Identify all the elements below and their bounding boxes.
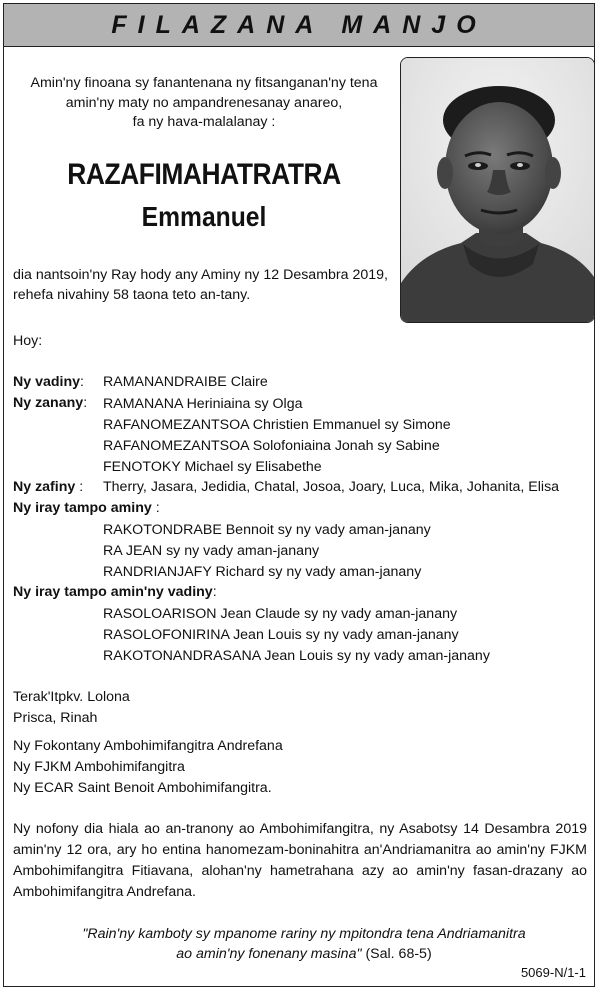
- list-item: RANDRIANJAFY Richard sy ny vady aman-janany: [103, 564, 422, 580]
- intro-line: Amin'ny finoana sy fanantenana ny fitsanganan'ny tena: [30, 75, 378, 91]
- notice-header: [4, 4, 594, 47]
- zanany-label: Ny zanany: [13, 395, 84, 411]
- family-vady: RAMANANDRAIBE Claire: [103, 374, 268, 390]
- org-line: Ny FJKM Ambohimifangitra: [13, 759, 185, 775]
- org-line: Ny Fokontany Ambohimifangitra Andrefana: [13, 738, 283, 754]
- deceased-given-name: Emmanuel: [141, 201, 267, 232]
- quote-line-1: "Rain'ny kamboty sy mpanome rariny ny mpitondra tena Andriamanitra: [82, 926, 526, 942]
- funeral-paragraph: Ny nofony dia hiala ao an-tranony ao Ambohimifangitra, ny Asabotsy 14 Desambra 2019 amin'ny 12 ora, ary ho entina hanomezam-boninahitra an'Andriamanitra ao amin'ny FJKM Ambohimifangitra Fitiavana, alohan'ny hametrahana azy ao amin'ny fasan-drazany ao Ambohimifangitra Andrefana.: [13, 821, 587, 900]
- family-zanany-label: [13, 394, 87, 414]
- terak-line: Terak'Itpkv. Lolona: [13, 689, 130, 705]
- list-item: RAKOTONDRABE Bennoit sy ny vady aman-janany: [103, 522, 431, 538]
- terak-line: Prisca, Rinah: [13, 710, 98, 726]
- iray-tampo-aminy-separator: :: [151, 500, 160, 516]
- quote-line-2-wrap: [44, 944, 564, 964]
- orgs-block: [13, 736, 283, 799]
- family-zanany-list: [103, 394, 451, 478]
- portrait-image: [401, 58, 595, 323]
- list-item: RA JEAN sy ny vady aman-janany: [103, 543, 320, 559]
- bible-quote: [44, 924, 564, 964]
- iray-tampo-aminy-label: Ny iray tampo aminy: [13, 500, 152, 516]
- deceased-surname: RAZAFIMAHATRATRA: [67, 158, 341, 191]
- list-item: RAFANOMEZANTSOA Solofoniaina Jonah sy Sabine: [103, 438, 440, 454]
- list-item: RAKOTONANDRASANA Jean Louis sy ny vady aman-janany: [103, 648, 490, 664]
- hoy-label: Hoy:: [13, 333, 43, 349]
- family-iray-tampo-aminy-label: [13, 499, 160, 519]
- family-zafiny-label: [13, 478, 83, 498]
- list-item: RASOLOARISON Jean Claude sy ny vady aman-janany: [103, 606, 458, 622]
- vady-separator: :: [80, 374, 84, 390]
- list-item: RAFANOMEZANTSOA Christien Emmanuel sy Simone: [103, 417, 451, 433]
- list-item: FENOTOKY Michael sy Elisabethe: [103, 459, 322, 475]
- vady-label: Ny vadiny: [13, 374, 81, 390]
- family-iray-tampo-vadiny-label: [13, 583, 217, 603]
- intro-line: fa ny hava-malalanay :: [132, 114, 276, 130]
- list-item: RASOLOFONIRINA Jean Louis sy ny vady aman-janany: [103, 627, 459, 643]
- death-line: dia nantsoin'ny Ray hody any Aminy ny 12 Desambra 2019,: [13, 267, 388, 283]
- header-title: FILAZANA MANJO: [111, 10, 487, 39]
- family-iray-tampo-aminy-list: [103, 520, 431, 583]
- family-zafiny: Therry, Jasara, Jedidia, Chatal, Josoa, Joary, Luca, Mika, Johanita, Elisa: [103, 479, 560, 495]
- zafiny-separator: :: [75, 479, 84, 495]
- iray-tampo-vadiny-separator: :: [212, 584, 217, 600]
- org-line: Ny ECAR Saint Benoit Ambohimifangitra.: [13, 780, 272, 796]
- quote-line-2: ao amin'ny fonenany masina": [176, 946, 362, 962]
- family-iray-tampo-vadiny-list: [103, 604, 490, 667]
- intro-line: amin'ny maty no ampandrenesanay anareo,: [65, 94, 343, 111]
- family-vady-label: [13, 373, 84, 393]
- death-line: rehefa nivahiny 58 taona teto an-tany.: [13, 286, 251, 303]
- intro-text: [14, 74, 394, 133]
- list-item: RAMANANA Heriniaina sy Olga: [103, 396, 303, 412]
- quote-source: (Sal. 68-5): [361, 946, 432, 962]
- zanany-separator: :: [83, 395, 88, 411]
- reference-code: 5069-N/1-1: [520, 965, 586, 980]
- zafiny-label: Ny zafiny: [13, 479, 76, 495]
- portrait-photo: [400, 57, 595, 323]
- death-statement: [13, 266, 388, 305]
- iray-tampo-vadiny-label: Ny iray tampo amin'ny vadiny: [13, 584, 213, 600]
- terak-block: [13, 687, 130, 729]
- notice-frame: [3, 3, 595, 987]
